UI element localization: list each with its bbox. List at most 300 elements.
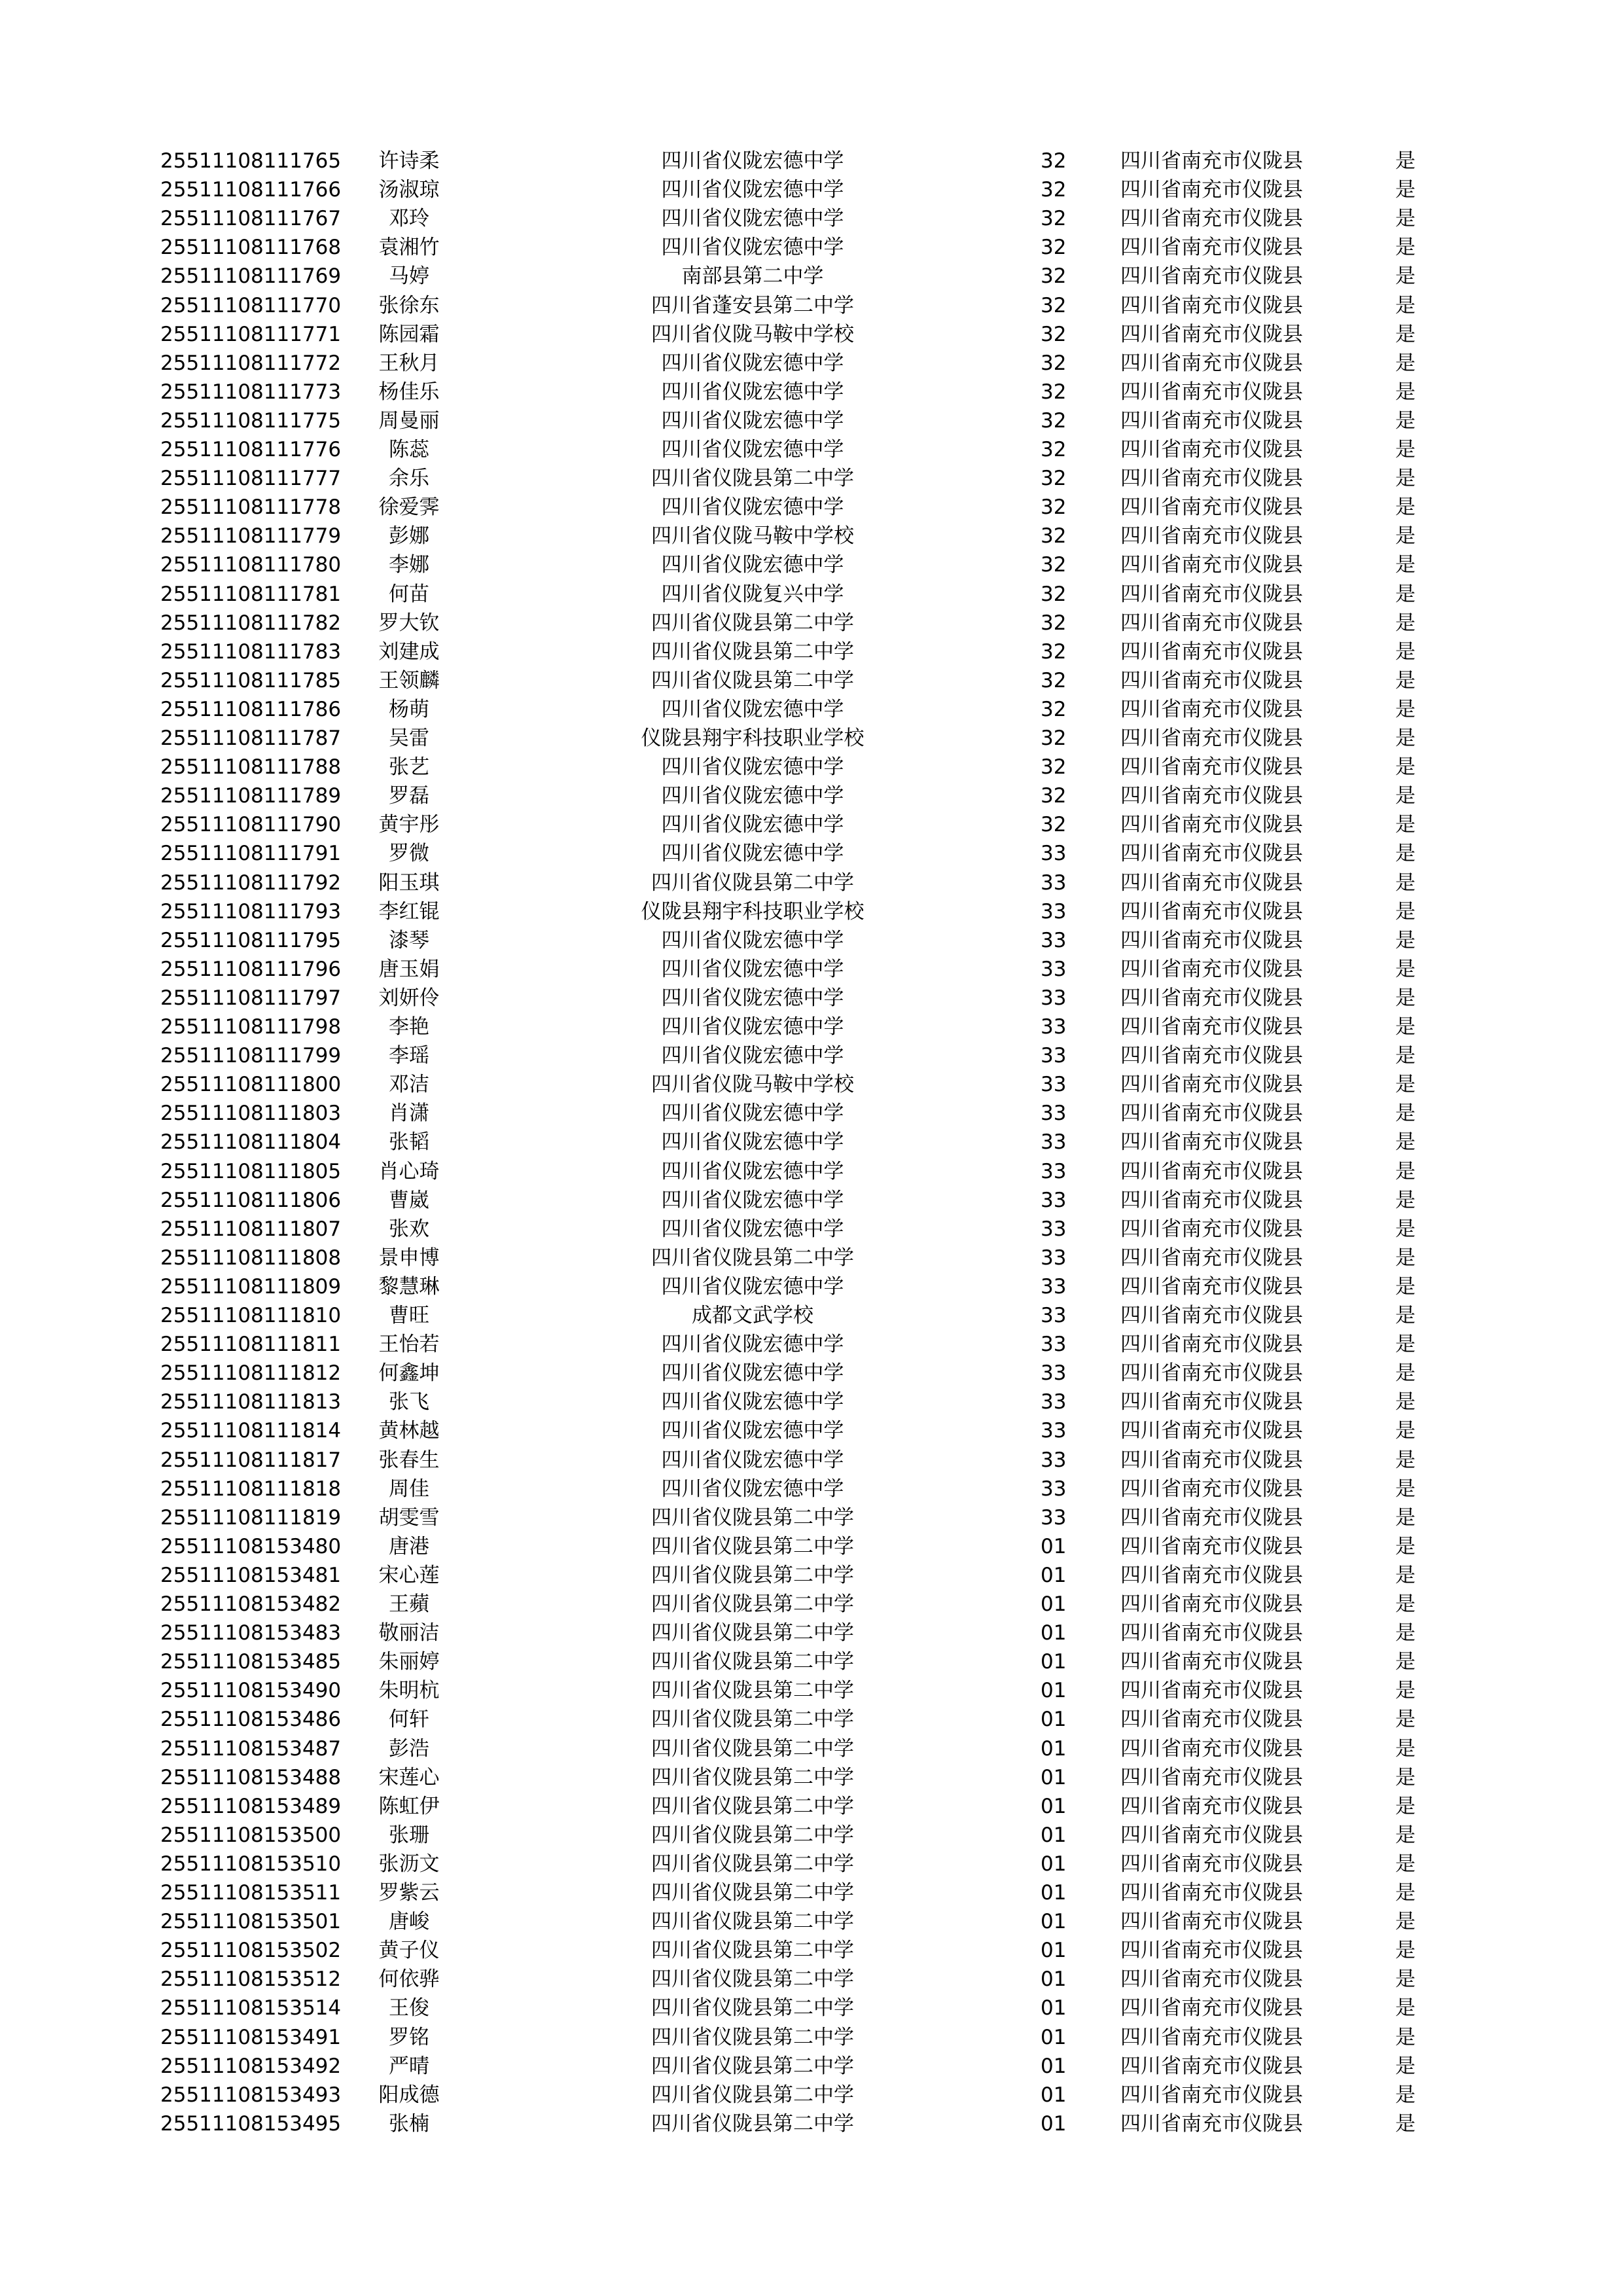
region: 四川省南充市仪陇县 — [1120, 408, 1303, 433]
table-row — [0, 1070, 1623, 1099]
exam-number: 25511108111796 — [160, 957, 342, 981]
school-name: 四川省仪陇马鞍中学校 — [651, 322, 854, 346]
eligibility-flag: 是 — [1395, 1333, 1416, 1357]
table-row — [0, 349, 1623, 378]
category-code: 32 — [1041, 726, 1067, 750]
exam-number: 25511108111779 — [160, 524, 342, 548]
exam-number: 25511108153489 — [160, 1794, 342, 1818]
exam-number: 25511108153482 — [160, 1592, 342, 1616]
eligibility-flag: 是 — [1395, 784, 1416, 808]
table-row — [0, 1475, 1623, 1503]
exam-number: 25511108153491 — [160, 2025, 342, 2049]
eligibility-flag: 是 — [1395, 1015, 1416, 1039]
category-code: 32 — [1041, 438, 1067, 461]
exam-number: 25511108111792 — [160, 870, 342, 895]
student-name: 黄林越 — [378, 1419, 440, 1443]
student-name: 宋心莲 — [378, 1563, 440, 1587]
student-name: 张沥文 — [378, 1852, 440, 1876]
exam-number: 25511108153511 — [160, 1881, 342, 1905]
exam-number: 25511108111818 — [160, 1477, 342, 1501]
category-code: 01 — [1041, 1563, 1067, 1587]
region: 四川省南充市仪陇县 — [1120, 467, 1303, 491]
exam-number: 25511108111807 — [160, 1217, 342, 1241]
eligibility-flag: 是 — [1395, 755, 1416, 780]
eligibility-flag: 是 — [1395, 1881, 1416, 1905]
student-name: 马婷 — [389, 264, 429, 289]
student-name: 朱明杭 — [378, 1679, 440, 1703]
eligibility-flag: 是 — [1395, 1102, 1416, 1126]
table-row — [0, 320, 1623, 349]
exam-number: 25511108111812 — [160, 1361, 342, 1386]
region: 四川省南充市仪陇县 — [1120, 236, 1303, 260]
table-row — [0, 1878, 1623, 1907]
student-name: 李瑶 — [389, 1044, 429, 1068]
table-row — [0, 1330, 1623, 1359]
student-name: 罗铭 — [389, 2025, 429, 2049]
region: 四川省南充市仪陇县 — [1120, 842, 1303, 866]
eligibility-flag: 是 — [1395, 1592, 1416, 1616]
school-name: 四川省仪陇县第二中学 — [651, 1967, 854, 1992]
student-name: 王蘋 — [389, 1592, 429, 1616]
school-name: 四川省仪陇县第二中学 — [651, 2111, 854, 2136]
school-name: 四川省仪陇宏德中学 — [661, 957, 844, 981]
region: 四川省南充市仪陇县 — [1120, 986, 1303, 1010]
region: 四川省南充市仪陇县 — [1120, 380, 1303, 404]
region: 四川省南充市仪陇县 — [1120, 1794, 1303, 1818]
student-name: 朱丽婷 — [378, 1650, 440, 1674]
region: 四川省南充市仪陇县 — [1120, 1333, 1303, 1357]
school-name: 四川省仪陇县第二中学 — [651, 1823, 854, 1847]
eligibility-flag: 是 — [1395, 1477, 1416, 1501]
exam-number: 25511108111773 — [160, 380, 342, 404]
student-name: 何鑫坤 — [378, 1361, 440, 1386]
exam-number: 25511108111781 — [160, 582, 342, 606]
school-name: 四川省仪陇县第二中学 — [651, 1563, 854, 1587]
region: 四川省南充市仪陇县 — [1120, 1159, 1303, 1183]
region: 四川省南充市仪陇县 — [1120, 1910, 1303, 1934]
eligibility-flag: 是 — [1395, 1852, 1416, 1876]
student-name: 严晴 — [389, 2054, 429, 2078]
eligibility-flag: 是 — [1395, 1130, 1416, 1155]
school-name: 四川省仪陇宏德中学 — [661, 380, 844, 404]
table-row — [0, 1013, 1623, 1041]
eligibility-flag: 是 — [1395, 726, 1416, 750]
eligibility-flag: 是 — [1395, 1794, 1416, 1818]
category-code: 33 — [1041, 1130, 1067, 1155]
exam-number: 25511108111771 — [160, 322, 342, 346]
table-row — [0, 1850, 1623, 1878]
school-name: 四川省仪陇县第二中学 — [651, 1592, 854, 1616]
table-row — [0, 781, 1623, 810]
category-code: 32 — [1041, 524, 1067, 548]
table-row — [0, 1965, 1623, 1994]
table-row — [0, 955, 1623, 984]
student-name: 唐港 — [389, 1534, 429, 1558]
region: 四川省南充市仪陇县 — [1120, 1823, 1303, 1847]
student-name: 彭浩 — [389, 1736, 429, 1761]
region: 四川省南充市仪陇县 — [1120, 697, 1303, 721]
region: 四川省南充市仪陇县 — [1120, 1765, 1303, 1789]
eligibility-flag: 是 — [1395, 1044, 1416, 1068]
school-name: 四川省仪陇宏德中学 — [661, 1217, 844, 1241]
eligibility-flag: 是 — [1395, 2111, 1416, 2136]
region: 四川省南充市仪陇县 — [1120, 1621, 1303, 1645]
region: 四川省南充市仪陇县 — [1120, 1130, 1303, 1155]
eligibility-flag: 是 — [1395, 524, 1416, 548]
table-row — [0, 724, 1623, 753]
category-code: 01 — [1041, 2054, 1067, 2078]
table-row — [0, 1301, 1623, 1330]
region: 四川省南充市仪陇县 — [1120, 1505, 1303, 1530]
exam-number: 25511108153492 — [160, 2054, 342, 2078]
region: 四川省南充市仪陇县 — [1120, 1534, 1303, 1558]
region: 四川省南充市仪陇县 — [1120, 2083, 1303, 2107]
school-name: 四川省仪陇县第二中学 — [651, 1881, 854, 1905]
school-name: 仪陇县翔宇科技职业学校 — [641, 899, 865, 924]
table-row — [0, 2081, 1623, 2109]
eligibility-flag: 是 — [1395, 928, 1416, 952]
category-code: 33 — [1041, 899, 1067, 924]
student-name: 吴雷 — [389, 726, 429, 750]
student-name: 陈蕊 — [389, 438, 429, 461]
exam-number: 25511108111811 — [160, 1333, 342, 1357]
eligibility-flag: 是 — [1395, 1159, 1416, 1183]
eligibility-flag: 是 — [1395, 2054, 1416, 2078]
school-name: 四川省仪陇县第二中学 — [651, 870, 854, 895]
student-name: 罗紫云 — [378, 1881, 440, 1905]
student-name: 漆琴 — [389, 928, 429, 952]
exam-number: 25511108111787 — [160, 726, 342, 750]
student-name: 何依骅 — [378, 1967, 440, 1992]
table-row — [0, 1676, 1623, 1705]
table-row — [0, 522, 1623, 550]
region: 四川省南充市仪陇县 — [1120, 1996, 1303, 2020]
school-name: 四川省仪陇宏德中学 — [661, 697, 844, 721]
region: 四川省南充市仪陇县 — [1120, 2025, 1303, 2049]
student-name: 刘妍伶 — [378, 986, 440, 1010]
school-name: 四川省仪陇宏德中学 — [661, 928, 844, 952]
exam-number: 25511108111780 — [160, 553, 342, 577]
student-name: 宋莲心 — [378, 1765, 440, 1789]
category-code: 33 — [1041, 1159, 1067, 1183]
table-row — [0, 1647, 1623, 1676]
category-code: 01 — [1041, 2083, 1067, 2107]
school-name: 四川省仪陇宏德中学 — [661, 178, 844, 202]
region: 四川省南充市仪陇县 — [1120, 1477, 1303, 1501]
student-name: 黄宇彤 — [378, 813, 440, 837]
student-name: 徐爱霁 — [378, 495, 440, 520]
region: 四川省南充市仪陇县 — [1120, 1361, 1303, 1386]
region: 四川省南充市仪陇县 — [1120, 668, 1303, 692]
category-code: 01 — [1041, 1794, 1067, 1818]
region: 四川省南充市仪陇县 — [1120, 149, 1303, 173]
school-name: 四川省仪陇县第二中学 — [651, 1679, 854, 1703]
exam-number: 25511108111797 — [160, 986, 342, 1010]
eligibility-flag: 是 — [1395, 1534, 1416, 1558]
eligibility-flag: 是 — [1395, 178, 1416, 202]
exam-number: 25511108111788 — [160, 755, 342, 780]
student-name: 景申博 — [378, 1246, 440, 1270]
student-name: 敬丽洁 — [378, 1621, 440, 1645]
region: 四川省南充市仪陇县 — [1120, 351, 1303, 375]
student-name: 罗大钦 — [378, 611, 440, 635]
exam-number: 25511108111776 — [160, 438, 342, 461]
table-row — [0, 2052, 1623, 2081]
category-code: 01 — [1041, 1534, 1067, 1558]
student-name: 张艺 — [389, 755, 429, 780]
category-code: 32 — [1041, 149, 1067, 173]
category-code: 01 — [1041, 1679, 1067, 1703]
category-code: 33 — [1041, 1390, 1067, 1414]
exam-number: 25511108111790 — [160, 813, 342, 837]
category-code: 32 — [1041, 553, 1067, 577]
student-name: 曹崴 — [389, 1188, 429, 1212]
exam-number: 25511108153488 — [160, 1765, 342, 1789]
table-row — [0, 753, 1623, 781]
category-code: 33 — [1041, 1304, 1067, 1327]
category-code: 01 — [1041, 1621, 1067, 1645]
table-row — [0, 262, 1623, 291]
student-name: 陈虹伊 — [378, 1794, 440, 1818]
category-code: 32 — [1041, 611, 1067, 635]
category-code: 33 — [1041, 928, 1067, 952]
student-name: 张徐东 — [378, 293, 440, 317]
exam-number: 25511108153500 — [160, 1823, 342, 1847]
category-code: 33 — [1041, 1102, 1067, 1126]
region: 四川省南充市仪陇县 — [1120, 1679, 1303, 1703]
table-row — [0, 1936, 1623, 1965]
table-row — [0, 1244, 1623, 1272]
student-name: 汤淑琼 — [378, 178, 440, 202]
table-row — [0, 435, 1623, 464]
region: 四川省南充市仪陇县 — [1120, 1015, 1303, 1039]
category-code: 32 — [1041, 582, 1067, 606]
eligibility-flag: 是 — [1395, 1679, 1416, 1703]
table-row — [0, 1503, 1623, 1532]
table-row — [0, 1619, 1623, 1647]
category-code: 01 — [1041, 1592, 1067, 1616]
table-row — [0, 1157, 1623, 1186]
category-code: 32 — [1041, 668, 1067, 692]
school-name: 四川省仪陇宏德中学 — [661, 1477, 844, 1501]
student-name: 陈园霜 — [378, 322, 440, 346]
category-code: 32 — [1041, 813, 1067, 837]
category-code: 32 — [1041, 236, 1067, 260]
category-code: 33 — [1041, 1015, 1067, 1039]
region: 四川省南充市仪陇县 — [1120, 899, 1303, 924]
table-row — [0, 1734, 1623, 1763]
table-row — [0, 1821, 1623, 1850]
category-code: 32 — [1041, 264, 1067, 289]
exam-number: 25511108153490 — [160, 1679, 342, 1703]
student-name: 张飞 — [389, 1390, 429, 1414]
school-name: 四川省仪陇宏德中学 — [661, 1015, 844, 1039]
exam-number: 25511108111819 — [160, 1505, 342, 1530]
exam-number: 25511108111767 — [160, 207, 342, 231]
school-name: 四川省仪陇宏德中学 — [661, 813, 844, 837]
exam-number: 25511108153481 — [160, 1563, 342, 1587]
table-row — [0, 1041, 1623, 1070]
eligibility-flag: 是 — [1395, 1505, 1416, 1530]
table-row — [0, 204, 1623, 233]
table-row — [0, 810, 1623, 839]
exam-number: 25511108111804 — [160, 1130, 342, 1155]
table-row — [0, 291, 1623, 320]
eligibility-flag: 是 — [1395, 351, 1416, 375]
eligibility-flag: 是 — [1395, 668, 1416, 692]
exam-number: 25511108153510 — [160, 1852, 342, 1876]
table-row — [0, 233, 1623, 262]
category-code: 32 — [1041, 178, 1067, 202]
region: 四川省南充市仪陇县 — [1120, 1967, 1303, 1992]
school-name: 成都文武学校 — [692, 1304, 813, 1327]
table-row — [0, 1272, 1623, 1301]
exam-number: 25511108111799 — [160, 1044, 342, 1068]
exam-number: 25511108153501 — [160, 1910, 342, 1934]
student-name: 何苗 — [389, 582, 429, 606]
exam-number: 25511108153486 — [160, 1708, 342, 1732]
eligibility-flag: 是 — [1395, 697, 1416, 721]
eligibility-flag: 是 — [1395, 1708, 1416, 1732]
eligibility-flag: 是 — [1395, 899, 1416, 924]
region: 四川省南充市仪陇县 — [1120, 524, 1303, 548]
table-row — [0, 897, 1623, 926]
eligibility-flag: 是 — [1395, 293, 1416, 317]
school-name: 四川省仪陇宏德中学 — [661, 1102, 844, 1126]
exam-number: 25511108111793 — [160, 899, 342, 924]
table-row — [0, 609, 1623, 637]
region: 四川省南充市仪陇县 — [1120, 1563, 1303, 1587]
category-code: 32 — [1041, 408, 1067, 433]
school-name: 四川省仪陇县第二中学 — [651, 1765, 854, 1789]
student-name: 张春生 — [378, 1448, 440, 1472]
exam-number: 25511108111805 — [160, 1159, 342, 1183]
student-name: 张欢 — [389, 1217, 429, 1241]
exam-number: 25511108153487 — [160, 1736, 342, 1761]
school-name: 四川省仪陇县第二中学 — [651, 467, 854, 491]
eligibility-flag: 是 — [1395, 1563, 1416, 1587]
table-row — [0, 1792, 1623, 1821]
student-name: 李娜 — [389, 553, 429, 577]
exam-number: 25511108111772 — [160, 351, 342, 375]
student-name: 邓洁 — [389, 1073, 429, 1097]
region: 四川省南充市仪陇县 — [1120, 1881, 1303, 1905]
category-code: 32 — [1041, 380, 1067, 404]
table-row — [0, 1994, 1623, 2022]
category-code: 33 — [1041, 1246, 1067, 1270]
eligibility-flag: 是 — [1395, 2025, 1416, 2049]
school-name: 四川省仪陇宏德中学 — [661, 1390, 844, 1414]
region: 四川省南充市仪陇县 — [1120, 2054, 1303, 2078]
student-name: 杨萌 — [389, 697, 429, 721]
school-name: 仪陇县翔宇科技职业学校 — [641, 726, 865, 750]
region: 四川省南充市仪陇县 — [1120, 870, 1303, 895]
student-name: 周曼丽 — [378, 408, 440, 433]
exam-number: 25511108153512 — [160, 1967, 342, 1992]
eligibility-flag: 是 — [1395, 322, 1416, 346]
region: 四川省南充市仪陇县 — [1120, 582, 1303, 606]
region: 四川省南充市仪陇县 — [1120, 1188, 1303, 1212]
category-code: 33 — [1041, 1044, 1067, 1068]
eligibility-flag: 是 — [1395, 1217, 1416, 1241]
eligibility-flag: 是 — [1395, 2083, 1416, 2107]
exam-number: 25511108111769 — [160, 264, 342, 289]
exam-number: 25511108111765 — [160, 149, 342, 173]
table-row — [0, 637, 1623, 666]
exam-number: 25511108153483 — [160, 1621, 342, 1645]
student-name: 王秋月 — [378, 351, 440, 375]
eligibility-flag: 是 — [1395, 639, 1416, 664]
school-name: 四川省仪陇宏德中学 — [661, 408, 844, 433]
table-row — [0, 406, 1623, 435]
school-name: 四川省仪陇县第二中学 — [651, 1852, 854, 1876]
school-name: 四川省仪陇宏德中学 — [661, 1419, 844, 1443]
region: 四川省南充市仪陇县 — [1120, 1592, 1303, 1616]
school-name: 四川省仪陇县第二中学 — [651, 1246, 854, 1270]
table-row — [0, 175, 1623, 204]
region: 四川省南充市仪陇县 — [1120, 1939, 1303, 1963]
student-name: 阳成德 — [378, 2083, 440, 2107]
student-name: 何轩 — [389, 1708, 429, 1732]
student-name: 罗磊 — [389, 784, 429, 808]
school-name: 四川省仪陇宏德中学 — [661, 207, 844, 231]
category-code: 33 — [1041, 1448, 1067, 1472]
school-name: 四川省仪陇宏德中学 — [661, 842, 844, 866]
region: 四川省南充市仪陇县 — [1120, 784, 1303, 808]
exam-number: 25511108111766 — [160, 178, 342, 202]
category-code: 33 — [1041, 957, 1067, 981]
exam-number: 25511108111809 — [160, 1274, 342, 1299]
table-row — [0, 695, 1623, 724]
eligibility-flag: 是 — [1395, 149, 1416, 173]
exam-number: 25511108153514 — [160, 1996, 342, 2020]
eligibility-flag: 是 — [1395, 553, 1416, 577]
table-row — [0, 1446, 1623, 1475]
table-row — [0, 147, 1623, 175]
category-code: 33 — [1041, 1333, 1067, 1357]
exam-number: 25511108111768 — [160, 236, 342, 260]
school-name: 四川省仪陇宏德中学 — [661, 1448, 844, 1472]
region: 四川省南充市仪陇县 — [1120, 755, 1303, 780]
eligibility-flag: 是 — [1395, 1304, 1416, 1327]
category-code: 32 — [1041, 697, 1067, 721]
region: 四川省南充市仪陇县 — [1120, 2111, 1303, 2136]
school-name: 四川省仪陇县第二中学 — [651, 1794, 854, 1818]
region: 四川省南充市仪陇县 — [1120, 726, 1303, 750]
region: 四川省南充市仪陇县 — [1120, 611, 1303, 635]
eligibility-flag: 是 — [1395, 1823, 1416, 1847]
category-code: 33 — [1041, 1274, 1067, 1299]
exam-number: 25511108111777 — [160, 467, 342, 491]
eligibility-flag: 是 — [1395, 264, 1416, 289]
category-code: 32 — [1041, 322, 1067, 346]
student-name: 周佳 — [389, 1477, 429, 1501]
exam-number: 25511108153480 — [160, 1534, 342, 1558]
region: 四川省南充市仪陇县 — [1120, 928, 1303, 952]
region: 四川省南充市仪陇县 — [1120, 1217, 1303, 1241]
exam-number: 25511108111795 — [160, 928, 342, 952]
table-row — [0, 1763, 1623, 1792]
school-name: 四川省仪陇县第二中学 — [651, 639, 854, 664]
exam-number: 25511108153493 — [160, 2083, 342, 2107]
school-name: 南部县第二中学 — [681, 264, 824, 289]
student-name: 杨佳乐 — [378, 380, 440, 404]
eligibility-flag: 是 — [1395, 1939, 1416, 1963]
exam-number: 25511108111789 — [160, 784, 342, 808]
school-name: 四川省仪陇县第二中学 — [651, 2054, 854, 2078]
region: 四川省南充市仪陇县 — [1120, 1102, 1303, 1126]
category-code: 32 — [1041, 639, 1067, 664]
